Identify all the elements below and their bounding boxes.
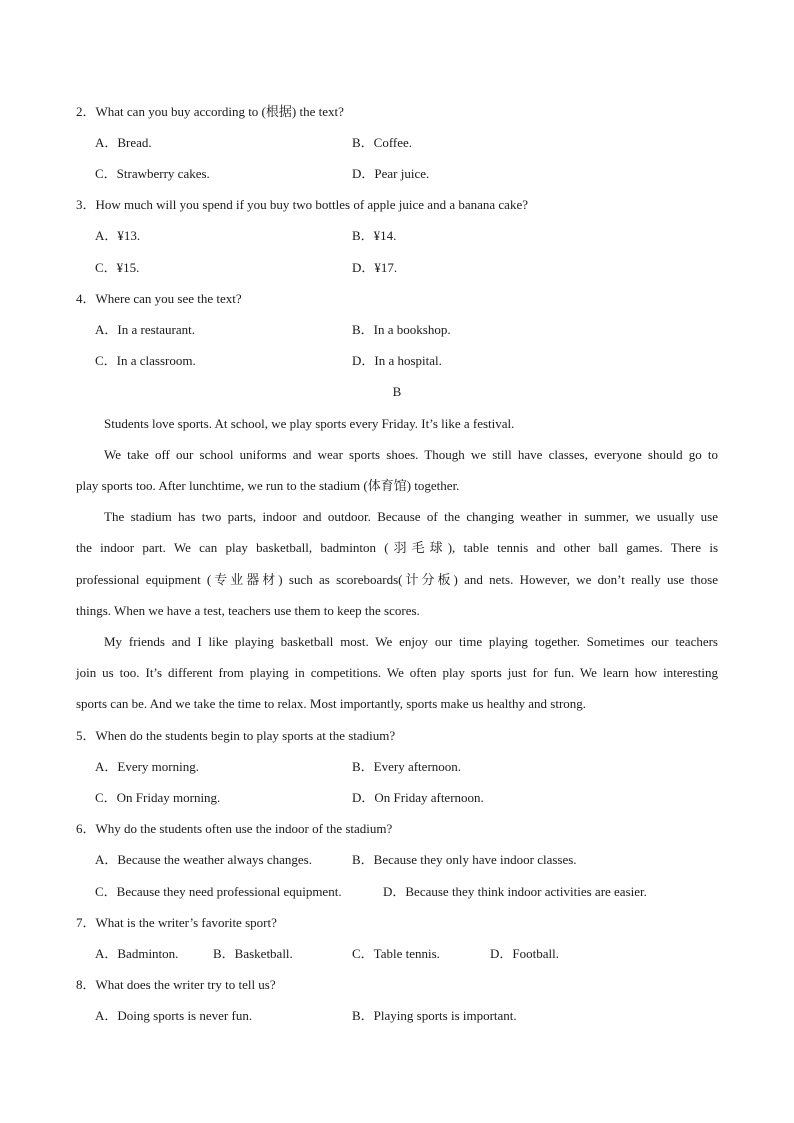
q2-option-b: B．Coffee. [352, 135, 413, 150]
q2-option-d: D．Pear juice. [352, 166, 430, 181]
q4-option-b: B．In a bookshop. [352, 322, 451, 337]
question-6: 6．Why do the students often use the indoor of the stadium? [76, 821, 393, 836]
q7-option-a: A．Badminton. [95, 946, 179, 961]
q2-option-a: A．Bread. [95, 135, 152, 150]
passage-paragraph-3-line-3: professional equipment (专业器材) such as scoreboards(计分板) and nets. However, we don’t really use those [76, 572, 718, 587]
q3-option-b: B．¥14. [352, 228, 397, 243]
passage-paragraph-3-line-1: The stadium has two parts, indoor and outdoor. Because of the changing weather in summer, we usually use [104, 509, 718, 524]
passage-paragraph-4-line-2: join us too. It’s different from playing in competitions. We often play sports just for fun. We learn how interesting [76, 665, 718, 680]
question-3: 3．How much will you spend if you buy two bottles of apple juice and a banana cake? [76, 197, 528, 212]
q5-option-b: B．Every afternoon. [352, 759, 462, 774]
passage-paragraph-4-line-3: sports can be. And we take the time to relax. Most importantly, sports make us healthy and strong. [76, 696, 587, 711]
q6-option-a: A．Because the weather always changes. [95, 852, 312, 867]
passage-paragraph-3-line-2: the indoor part. We can play basketball, badminton (羽毛球), table tennis and other ball games. There is [76, 540, 718, 555]
q7-option-d: D．Football. [490, 946, 559, 961]
q8-option-a: A．Doing sports is never fun. [95, 1008, 253, 1023]
question-5: 5．When do the students begin to play sports at the stadium? [76, 728, 396, 743]
passage-paragraph-4-line-1: My friends and I like playing basketball most. We enjoy our time playing together. Sometimes our teachers [104, 634, 718, 649]
passage-paragraph-1: Students love sports. At school, we play sports every Friday. It’s like a festival. [104, 416, 515, 431]
q4-option-d: D．In a hospital. [352, 353, 442, 368]
q2-option-c: C．Strawberry cakes. [95, 166, 210, 181]
q3-option-a: A．¥13. [95, 228, 141, 243]
q7-option-c: C．Table tennis. [352, 946, 440, 961]
question-7: 7．What is the writer’s favorite sport? [76, 915, 277, 930]
question-2: 2．What can you buy according to (根据) the text? [76, 104, 344, 119]
question-4: 4．Where can you see the text? [76, 291, 242, 306]
q4-option-a: A．In a restaurant. [95, 322, 195, 337]
q4-option-c: C．In a classroom. [95, 353, 196, 368]
q8-option-b: B．Playing sports is important. [352, 1008, 517, 1023]
section-heading: B [392, 384, 402, 399]
q7-option-b: B．Basketball. [213, 946, 293, 961]
q5-option-c: C．On Friday morning. [95, 790, 221, 805]
q3-option-c: C．¥15. [95, 260, 140, 275]
q6-option-d: D．Because they think indoor activities are easier. [383, 884, 647, 899]
q6-option-b: B．Because they only have indoor classes. [352, 852, 577, 867]
passage-paragraph-2-line-1: We take off our school uniforms and wear sports shoes. Though we still have classes, everyone should go to [104, 447, 718, 462]
q3-option-d: D．¥17. [352, 260, 398, 275]
question-8: 8．What does the writer try to tell us? [76, 977, 276, 992]
q5-option-d: D．On Friday afternoon. [352, 790, 484, 805]
q5-option-a: A．Every morning. [95, 759, 199, 774]
passage-paragraph-2-line-2: play sports too. After lunchtime, we run to the stadium (体育馆) together. [76, 478, 460, 493]
q6-option-c: C．Because they need professional equipment. [95, 884, 342, 899]
passage-paragraph-3-line-4: things. When we have a test, teachers use them to keep the scores. [76, 603, 420, 618]
